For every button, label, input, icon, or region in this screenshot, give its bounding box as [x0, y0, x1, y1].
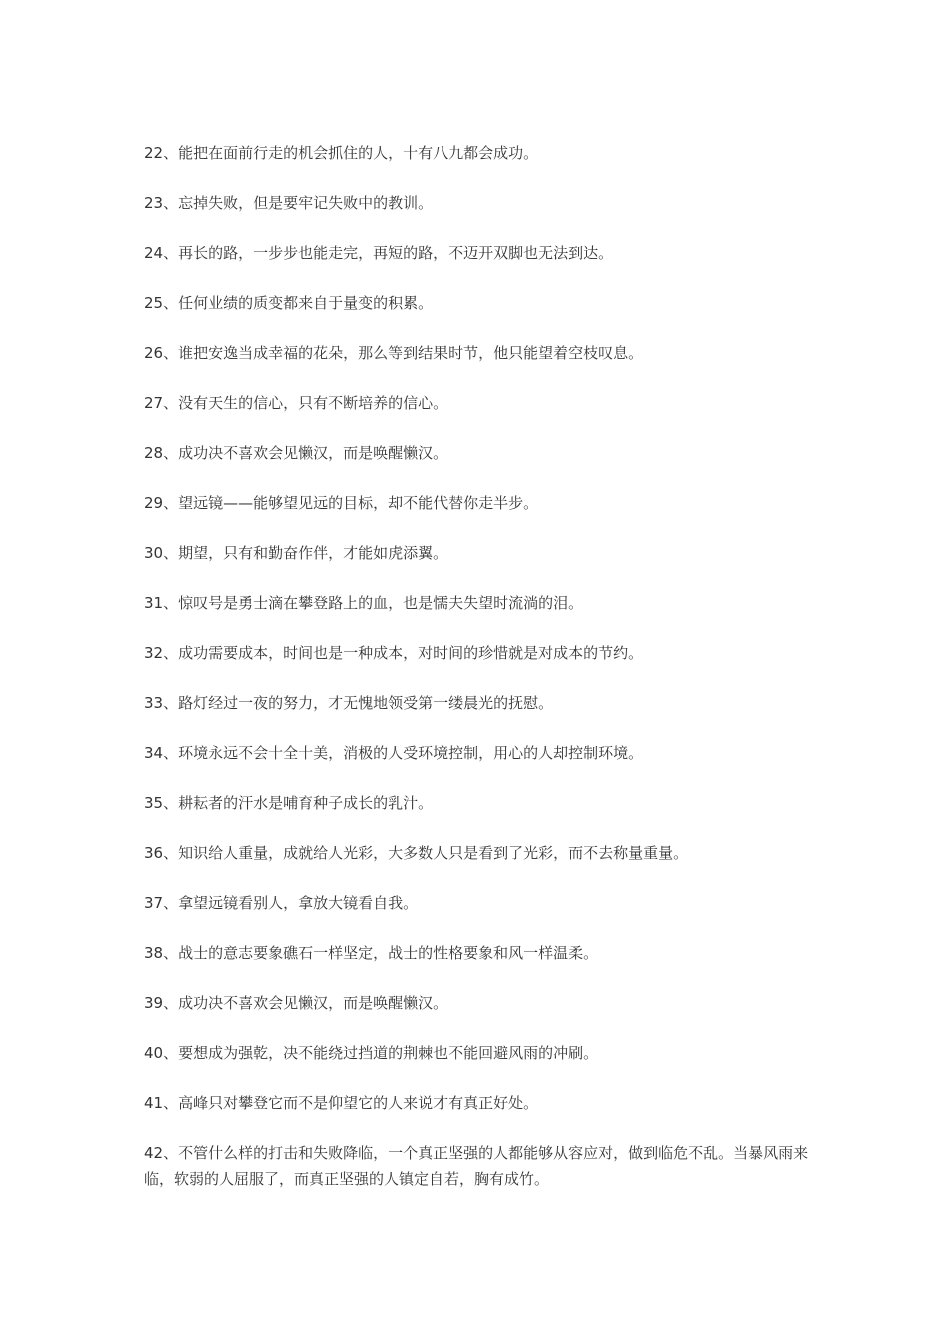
quote-list: [144, 140, 814, 1216]
quote-37: 37、拿望远镜看别人，拿放大镜看自我。: [144, 894, 419, 912]
quote-26: 26、谁把安逸当成幸福的花朵，那么等到结果时节，他只能望着空枝叹息。: [144, 344, 644, 362]
quote-27: 27、没有天生的信心，只有不断培养的信心。: [144, 394, 449, 412]
quote-34: 34、环境永远不会十全十美，消极的人受环境控制，用心的人却控制环境。: [144, 744, 644, 762]
quote-22: 22、能把在面前行走的机会抓住的人，十有八九都会成功。: [144, 144, 539, 162]
quote-31: 31、惊叹号是勇士滴在攀登路上的血，也是懦夫失望时流淌的泪。: [144, 594, 584, 612]
quote-32: 32、成功需要成本，时间也是一种成本，对时间的珍惜就是对成本的节约。: [144, 644, 644, 662]
quote-40: 40、要想成为强乾，决不能绕过挡道的荆棘也不能回避风雨的冲刷。: [144, 1044, 599, 1062]
quote-39: 39、成功决不喜欢会见懒汉，而是唤醒懒汉。: [144, 994, 449, 1012]
quote-41: 41、高峰只对攀登它而不是仰望它的人来说才有真正好处。: [144, 1094, 539, 1112]
quote-30: 30、期望，只有和勤奋作伴，才能如虎添翼。: [144, 544, 449, 562]
quote-23: 23、忘掉失败，但是要牢记失败中的教训。: [144, 194, 434, 212]
quote-33: 33、路灯经过一夜的努力，才无愧地领受第一缕晨光的抚慰。: [144, 694, 554, 712]
quote-29: 29、望远镜——能够望见远的目标，却不能代替你走半步。: [144, 494, 539, 512]
quote-36: 36、知识给人重量，成就给人光彩，大多数人只是看到了光彩，而不去称量重量。: [144, 844, 689, 862]
quote-25: 25、任何业绩的质变都来自于量变的积累。: [144, 294, 434, 312]
quote-35: 35、耕耘者的汗水是哺育种子成长的乳汁。: [144, 794, 434, 812]
quote-38: 38、战士的意志要象礁石一样坚定，战士的性格要象和风一样温柔。: [144, 944, 599, 962]
quote-28: 28、成功决不喜欢会见懒汉，而是唤醒懒汉。: [144, 444, 449, 462]
quote-24: 24、再长的路，一步步也能走完，再短的路，不迈开双脚也无法到达。: [144, 244, 614, 262]
quote-42: 42、不管什么样的打击和失败降临，一个真正坚强的人都能够从容应对，做到临危不乱。当暴风雨来临，软弱的人屈服了，而真正坚强的人镇定自若，胸有成竹。: [144, 1144, 809, 1188]
